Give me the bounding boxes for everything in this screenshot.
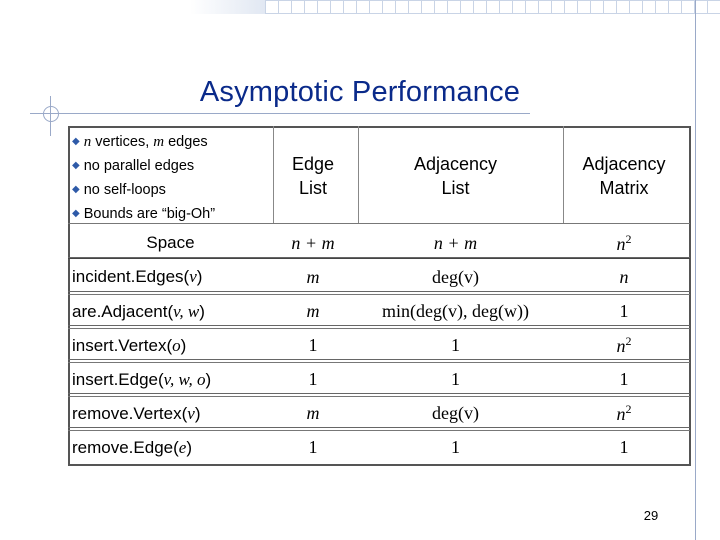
operation-args: v [189,267,197,287]
table-row [68,329,690,363]
cell-edge-list [273,260,353,294]
operation-label: are.Adjacent(v, w) [72,301,205,321]
row-divider [68,258,690,259]
assumption-item [72,130,273,154]
cell-edge-list [273,329,353,363]
operation-name: remove.Edge [72,437,174,457]
cell-adjacency-list [353,294,558,328]
var-n: n [83,134,92,150]
diamond-bullet-icon: ◆ [72,136,80,147]
decor-title-underline [30,113,530,114]
operation-label: incident.Edges(v) [72,267,203,287]
operation-label: remove.Edge(e) [72,437,193,457]
header-column-divider [563,126,564,223]
assumption-text: no parallel edges [83,158,195,174]
assumption-text: Bounds are “big-Oh” [83,206,216,222]
assumptions-cell [68,126,273,226]
header-line: Adjacency [413,154,498,175]
page-number: 29 [643,508,659,523]
assumption-item [72,178,273,202]
performance-table [68,126,690,465]
assumption-item [72,154,273,178]
operation-args: e [178,437,187,457]
row-divider [68,291,690,292]
cell-adjacency-list [353,397,558,431]
header-column-divider [358,126,359,223]
cell-value: 1 [451,335,460,356]
cell-adjacency-matrix [558,260,690,294]
cell-adjacency-list [353,260,558,294]
cell-value: n [619,266,629,287]
cell-value: m [306,403,320,424]
header-line: Edge [291,154,335,175]
row-divider [68,430,690,431]
operation-name: remove.Vertex [72,403,182,423]
cell-value: m [306,301,320,322]
cell-value: m [306,266,320,287]
table-row [68,226,690,260]
header-line: List [441,178,470,199]
diamond-bullet-icon: ◆ [72,160,80,171]
slide-title: Asymptotic Performance [199,76,521,108]
cell-value: n + m [291,232,335,253]
operation-name: insert.Vertex [72,335,167,355]
operation-label [68,226,273,260]
cell-value: deg(v) [432,266,479,287]
exponent: 2 [625,231,632,246]
table-row [68,260,690,294]
cell-adjacency-matrix [558,329,690,363]
header-column-divider [273,126,274,223]
operation-name: are.Adjacent [72,301,168,321]
operation-args: v [187,403,195,423]
operation-args: v, w [173,301,200,321]
row-divider [68,362,690,363]
row-divider [68,359,690,360]
cell-value: 1 [619,301,629,322]
cell-edge-list [273,363,353,397]
assumptions-list [68,126,273,226]
cell-adjacency-matrix [558,363,690,397]
cell-value: 1 [308,437,318,458]
exponent: 2 [625,402,632,417]
cell-value: 1 [619,369,629,390]
header-adjacency-matrix [558,126,690,226]
cell-edge-list [273,431,353,465]
assumption-text: edges [164,134,208,150]
cell-value: 1 [451,437,460,458]
cell-value: 1 [451,369,460,390]
cell-value: min(deg(v), deg(w)) [382,301,529,322]
table-row [68,294,690,328]
cell-value: n [616,233,626,254]
cell-edge-list [273,294,353,328]
diamond-bullet-icon: ◆ [72,208,80,219]
row-divider [68,393,690,394]
table-header-row [68,126,690,226]
row-divider [68,325,690,326]
cell-value: n [616,336,626,357]
grid-decoration [265,0,720,14]
cell-adjacency-list [353,363,558,397]
var-m: m [153,134,165,150]
cell-adjacency-list [353,226,558,260]
header-line: List [298,178,327,199]
cell-edge-list [273,397,353,431]
cell-adjacency-list [353,329,558,363]
operation-name: Space [146,233,195,253]
cell-value: n + m [433,232,478,253]
cell-adjacency-list [353,431,558,465]
cell-value: 1 [619,437,629,458]
header-line: Adjacency [582,154,666,175]
operation-args: v, w, o [163,369,206,389]
header-adjacency-list [353,126,558,226]
cell-adjacency-matrix [558,294,690,328]
row-divider [68,223,690,224]
header-line: Matrix [599,178,649,199]
cell-value: 1 [308,335,318,356]
operation-label: insert.Edge(v, w, o) [72,369,212,389]
cell-adjacency-matrix [558,397,690,431]
cell-value: n [616,404,626,425]
table-row [68,397,690,431]
assumption-text: no self-loops [83,182,166,198]
cell-adjacency-matrix [558,431,690,465]
cell-value: 1 [308,369,318,390]
operation-args: o [172,335,181,355]
exponent: 2 [625,334,632,349]
row-divider [68,396,690,397]
assumption-text: vertices, [91,134,154,150]
row-divider [68,427,690,428]
table-row [68,363,690,397]
row-divider [68,294,690,295]
cell-value: deg(v) [432,403,479,424]
row-divider [68,328,690,329]
operation-name: incident.Edges [72,267,184,287]
diamond-bullet-icon: ◆ [72,184,80,195]
table-row [68,431,690,465]
operation-label: insert.Vertex(o) [72,335,187,355]
header-edge-list [273,126,353,226]
operation-name: insert.Edge [72,369,158,389]
cell-edge-list [273,226,353,260]
operation-label: remove.Vertex(v) [72,403,201,423]
cell-adjacency-matrix [558,226,690,260]
